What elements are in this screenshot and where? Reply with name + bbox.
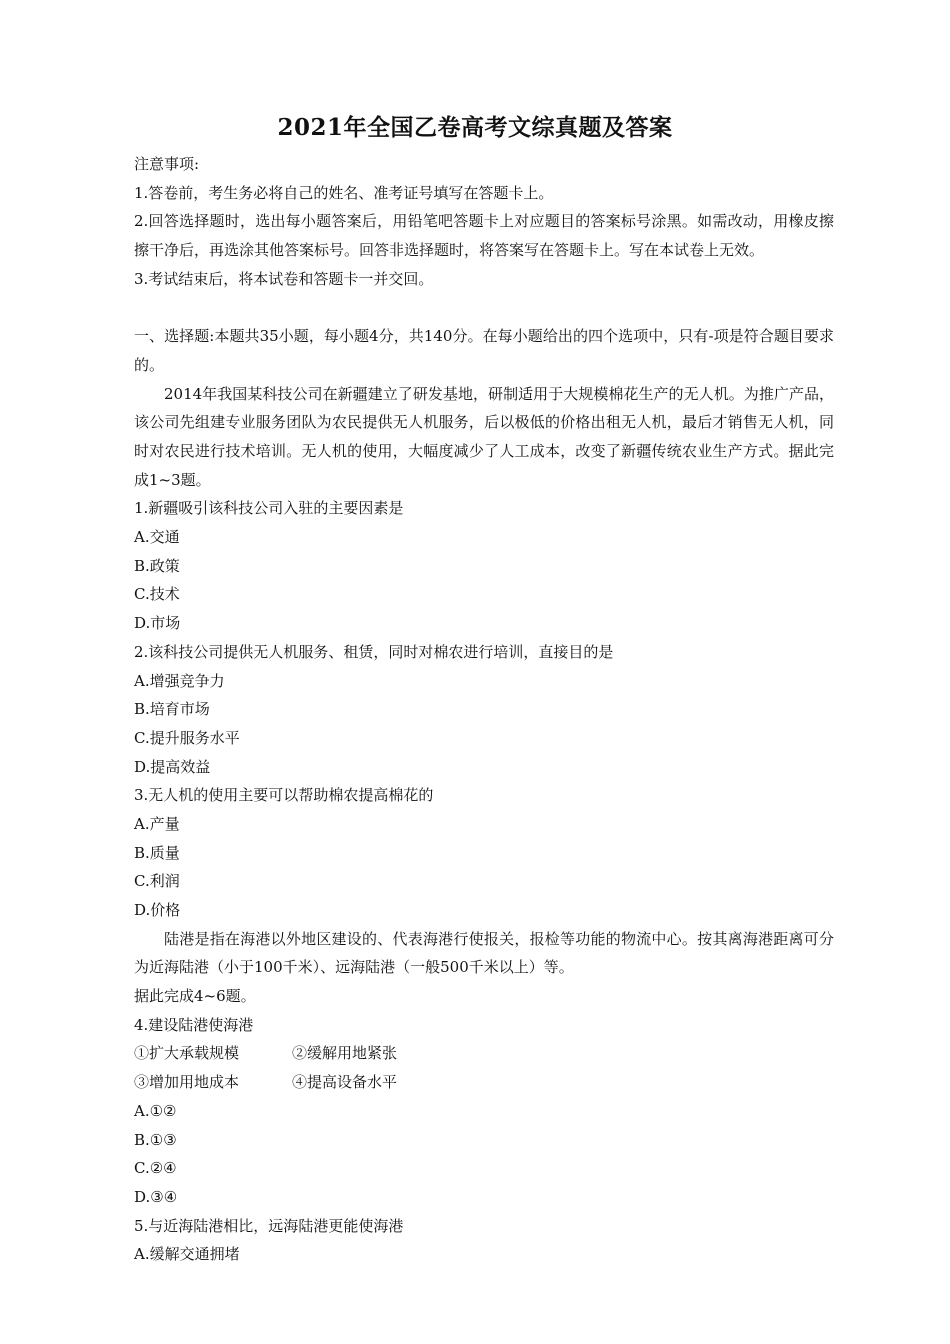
question-3-option-b: B.质量 [134,843,180,862]
question-2-stem: 2.该科技公司提供无人机服务、租赁，同时对棉农进行培训，直接目的是 [134,642,614,661]
question-5-stem: 5.与近海陆港相比，远海陆港更能使海港 [134,1216,404,1235]
question-4-choice-4: ④提高设备水平 [292,1073,398,1092]
question-4-choice-2: ②缓解用地紧张 [292,1044,398,1063]
question-3-option-a: A.产量 [134,814,180,833]
passage-1: 2014年我国某科技公司在新疆建立了研发基地，研制适用于大规模棉花生产的无人机。为推广产品，该公司先组建专业服务团队为农民提供无人机服务，后以极低的价格出租无人机，最后才销售无人机，同时对农民进行技术培训。无人机的使用，大幅度减少了人工成本，改变了新疆传统农业生产方式。据此完成1~3题。 [134,384,834,489]
question-2-option-b: B.培育市场 [134,700,210,719]
page-title: 2021年全国乙卷高考文综真题及答案 [277,114,673,141]
question-3-option-c: C.利润 [134,872,180,891]
passage-2: 陆港是指在海港以外地区建设的、代表海港行使报关，报检等功能的物流中心。按其离海港距离可分为近海陆港（小于100千米）、远海陆港（一般500千米以上）等。 [134,929,834,977]
question-1-option-d: D.市场 [134,614,181,633]
question-3-stem: 3.无人机的使用主要可以帮助棉农提高棉花的 [134,786,434,805]
question-4-stem: 4.建设陆港使海港 [134,1015,254,1034]
spacer [134,293,834,322]
question-2-option-a: A.增强竞争力 [134,671,225,690]
question-4-choice-3: ③增加用地成本 [134,1073,240,1092]
question-4-choice-row-1 [134,1039,834,1068]
question-2-option-d: D.提高效益 [134,757,211,776]
document-body [134,150,834,1269]
question-5-option-a: A.缓解交通拥堵 [134,1245,240,1264]
notice-item-3: 3.考试结束后，将本试卷和答题卡一并交回。 [134,269,434,288]
question-1-option-a: A.交通 [134,528,180,547]
question-4-option-a: A.①② [134,1101,177,1120]
passage-2-instruction: 据此完成4~6题。 [134,987,256,1006]
question-4-option-d: D.③④ [134,1187,178,1206]
question-2-option-c: C.提升服务水平 [134,728,240,747]
question-4-choice-1: ①扩大承载规模 [134,1044,240,1063]
section-heading: 一、选择题:本题共35小题，每小题4分，共140分。在每小题给出的四个选项中，只有-项是符合题目要求的。 [134,327,834,374]
question-1-option-b: B.政策 [134,556,180,575]
question-4-choice-row-2 [134,1068,834,1097]
notice-item-2: 2.回答选择题时，选出每小题答案后，用铅笔吧答题卡上对应题目的答案标号涂黑。如需改动，用橡皮擦擦干净后，再选涂其他答案标号。回答非选择题时，将答案写在答题卡上。写在本试卷上无效。 [134,212,834,260]
question-4-option-c: C.②④ [134,1159,177,1178]
question-4-option-b: B.①③ [134,1130,177,1149]
question-1-stem: 1.新疆吸引该科技公司入驻的主要因素是 [134,499,404,518]
question-3-option-d: D.价格 [134,901,181,919]
notice-heading: 注意事项: [134,155,200,173]
question-1-option-c: C.技术 [134,585,180,604]
notice-item-1: 1.答卷前，考生务必将自己的姓名、准考证号填写在答题卡上。 [134,183,554,202]
